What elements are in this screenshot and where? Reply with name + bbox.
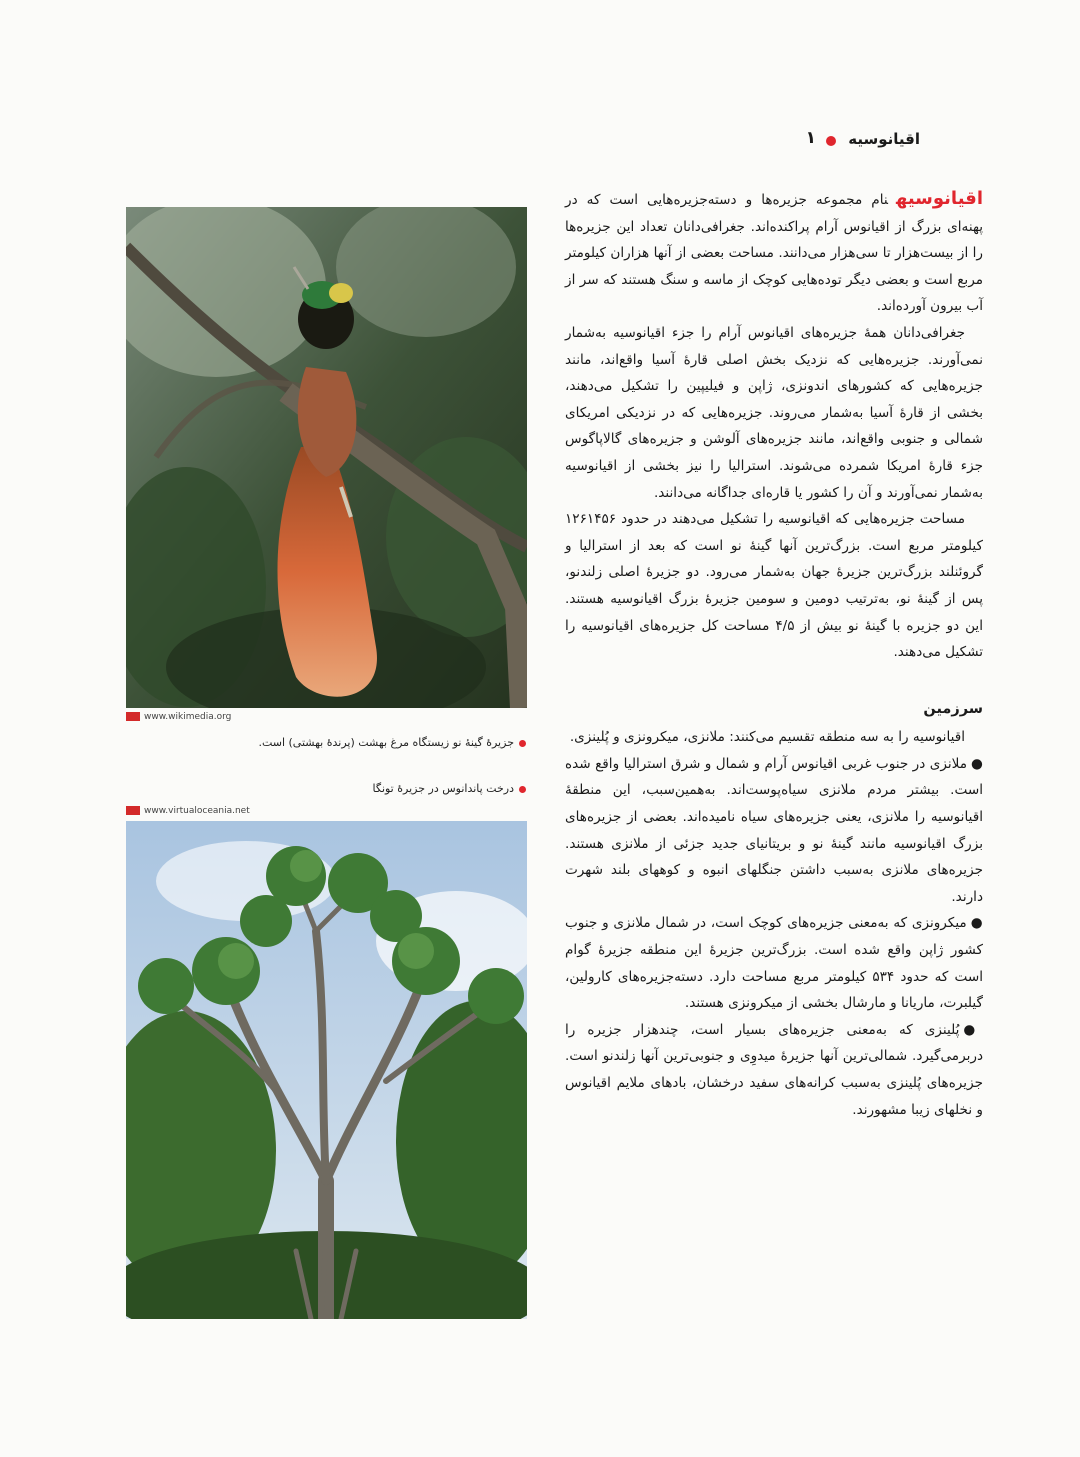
bird-photo-caption — [126, 736, 526, 749]
paragraph-2: جغرافی‌دانان همهٔ جزیره‌های اقیانوس آرام را جزء اقیانوسیه به‌شمار نمی‌آورند. جزیره‌هایی که نزدیک بخش اصلی قارهٔ آسیا واقع‌اند، مانند جزیره‌هایی که کشورهای اندونزی، ژاپن و فیلیپین را تشکیل می‌دهند، بخشی از قارهٔ آسیا به‌شمار می‌روند. جزیره‌هایی که در نزدیکی امریکای شمالی و جنوبی واقع‌اند، مانند جزیره‌های آلوشن و جزیره‌های گالاپاگوس جزء قارهٔ امریکا شمرده می‌شوند. استرالیا را نیز بخشی از اقیانوسیه به‌شمار نمی‌آورند و آن را کشور یا قاره‌ای جداگانه می‌دانند. — [565, 324, 983, 501]
regions-intro: اقیانوسیه را به سه منطقه تقسیم می‌کنند: ملانزی، میکرونزی و پُلینزی. — [569, 729, 965, 746]
publisher-logo-icon — [126, 712, 140, 721]
bird-of-paradise-photo — [126, 207, 527, 708]
tree-photo-credit — [126, 806, 250, 816]
bullet-icon: ● — [971, 755, 983, 772]
pandanus-tree-photo — [126, 821, 527, 1319]
polynesia-text: پُلینزی که به‌معنی جزیره‌های بسیار است، چندهزار جزیره را دربرمی‌گیرد. شمالی‌ترین آنها جزیرهٔ میدوِی و جنوبی‌ترین آنها زلندنو است. جزیره‌های پُلینزی به‌سبب کرانه‌های سفید درخشان، بادهای ملایم اقیانوس و نخلهای زیبا مشهورند. — [565, 1021, 983, 1118]
tree-photo-illustration — [126, 821, 527, 1319]
bullet-icon: ● — [970, 915, 983, 932]
page-header — [120, 128, 920, 158]
bird-photo-credit — [126, 712, 231, 722]
micronesia-paragraph — [565, 910, 983, 1016]
micronesia-text: میکرونزی که به‌معنی جزیره‌های کوچک است، در شمال ملانزی و جنوب کشور ژاپن واقع شده است. بزرگ‌ترین جزیرهٔ این منطقه جزیرهٔ گوام است که حدود ۵۳۴ کیلومتر مربع مساحت دارد. دسته‌جزیره‌های کارولین، گیلبرت، ماریانا و مارشال بخشی از میکرونزی هستند. — [565, 915, 983, 1012]
article-title: اقیانوسیه — [895, 188, 983, 209]
section-heading: سرزمین — [923, 700, 983, 717]
running-title: اقیانوسیه — [848, 130, 920, 148]
bullet-icon: ● — [963, 1021, 983, 1038]
publisher-logo-icon — [126, 806, 140, 815]
intro-text: نام مجموعه جزیره‌ها و دسته‌جزیره‌هایی است که در پهنه‌ای بزرگ از اقیانوس آرام پراکنده‌اند. جغرافی‌دانان تعداد این جزیره‌ها را از بیست‌هزار تا سی‌هزار می‌دانند. مساحت بعضی از آنها هزاران کیلومتر مربع است و بعضی دیگر توده‌هایی کوچک از ماسه و سنگ هستند که سر از آب بیرون آورده‌اند. — [565, 192, 983, 315]
caption-bullet-icon — [519, 740, 526, 747]
bird-credit-text: www.wikimedia.org — [144, 712, 232, 722]
tree-caption-text: درخت پاندانوس در جزیرهٔ تونگا — [372, 782, 514, 795]
tree-credit-text: www.virtualoceania.net — [144, 806, 250, 816]
bird-photo-illustration — [126, 207, 527, 708]
melanesia-paragraph — [565, 751, 983, 911]
intro-paragraph — [565, 186, 983, 320]
article-body — [565, 186, 983, 1123]
page-number: ۱ — [805, 128, 816, 148]
header-dot — [826, 136, 836, 146]
bird-caption-text: جزیرهٔ گینهٔ نو زیستگاه مرغ بهشت (پرندهٔ بهشتی) است. — [258, 736, 514, 749]
melanesia-text: ملانزی در جنوب غربی اقیانوس آرام و شمال و شرق استرالیا واقع شده است. بیشتر مردم ملانزی سیاه‌پوست‌اند. به‌همین‌سبب، این منطقهٔ اقیانوسیه را ملانزی، یعنی جزیره‌های سیاه نامیده‌اند. بعضی از جزیره‌های بزرگ اقیانوسیه مانند گینهٔ نو و بریتانیای جدید جزئی از ملانزی هستند. جزیره‌های ملانزی به‌سبب داشتن جنگلهای انبوه و کوههای بلند شهرت دارند. — [565, 755, 983, 905]
tree-photo-caption — [126, 782, 526, 795]
caption-bullet-icon — [519, 786, 526, 793]
polynesia-paragraph — [565, 1017, 983, 1123]
paragraph-3: مساحت جزیره‌هایی که اقیانوسیه را تشکیل می‌دهند در حدود ۱۲۶۱۴۵۶ کیلومتر مربع است. بزرگ‌ترین آنها گینهٔ نو است که بعد از استرالیا و گروئنلند بزرگ‌ترین جزیرهٔ جهان به‌شمار می‌رود. دو جزیرهٔ اصلی زلندنو، پس از گینهٔ نو، به‌ترتیب دومین و سومین جزیرهٔ بزرگ اقیانوسیه هستند. این دو جزیره با گینهٔ نو بیش از ۴/۵ مساحت کل جزیره‌های اقیانوسیه را تشکیل می‌دهند. — [565, 511, 983, 661]
